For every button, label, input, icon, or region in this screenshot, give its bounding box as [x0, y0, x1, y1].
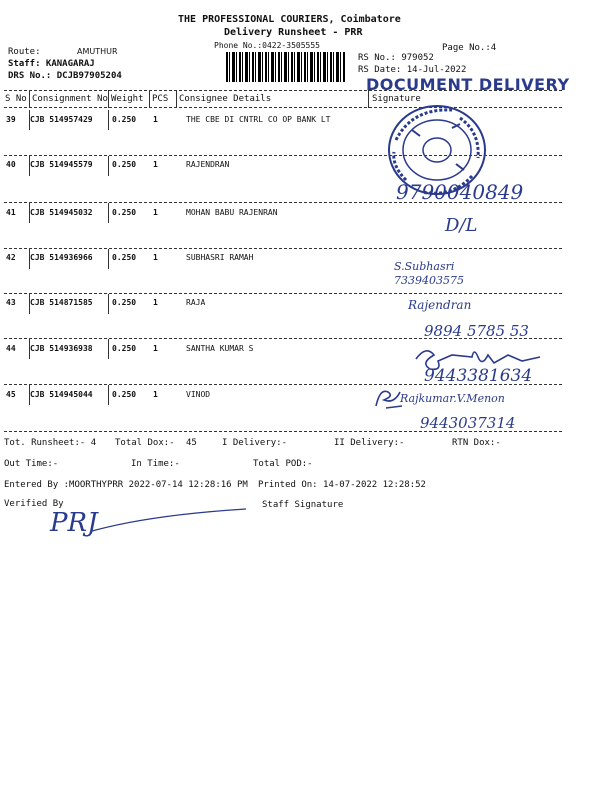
- phone-number: Phone No.:0422-3505555: [214, 41, 320, 50]
- row-sno: 40: [6, 160, 16, 169]
- verifier-signature: PRJ: [50, 508, 98, 538]
- header-top-rule: [4, 90, 562, 91]
- col-divider: [29, 90, 30, 108]
- row-consignment: CJB 514957429: [30, 115, 93, 124]
- ii-delivery: II Delivery:-: [334, 438, 405, 448]
- row-sno: 45: [6, 390, 16, 399]
- row-consignee: RAJA: [186, 298, 206, 307]
- drs-number: DRS No.: DCJB97905204: [8, 71, 122, 81]
- row-marker: [29, 156, 30, 176]
- company-name: THE PROFESSIONAL COURIERS, Coimbatore: [178, 14, 401, 25]
- printed-on: Printed On: 14-07-2022 12:28:52: [258, 480, 426, 490]
- col-divider: [176, 90, 177, 108]
- row-rule: [4, 248, 562, 249]
- row-consignee: MOHAN BABU RAJENRAN: [186, 208, 278, 217]
- row-weight: 0.250: [112, 115, 137, 124]
- row-sno: 41: [6, 208, 16, 217]
- row-marker: [108, 156, 109, 176]
- row-weight: 0.250: [112, 253, 137, 262]
- route-value: AMUTHUR: [77, 47, 118, 56]
- row-marker: [108, 294, 109, 314]
- route-label: Route:: [8, 47, 41, 57]
- handwritten-phone: 9443037314: [420, 414, 516, 432]
- staff-signature: Staff Signature: [262, 500, 344, 510]
- handwritten-name: Rajendran: [408, 298, 472, 312]
- barcode: [226, 52, 346, 82]
- row-sno: 39: [6, 115, 16, 124]
- row-consignment: CJB 514945579: [30, 160, 93, 169]
- row-pcs: 1: [153, 298, 158, 307]
- row-sno: 44: [6, 344, 16, 353]
- row-marker: [29, 249, 30, 269]
- row-consignee: VINOD: [186, 390, 211, 399]
- row-marker: [108, 110, 109, 130]
- row-rule: [4, 293, 562, 294]
- row-consignment: CJB 514936938: [30, 344, 93, 353]
- row-pcs: 1: [153, 160, 158, 169]
- row-marker: [108, 385, 109, 405]
- row-weight: 0.250: [112, 390, 137, 399]
- row-consignment: CJB 514945044: [30, 390, 93, 399]
- total-dox-value: 45: [186, 438, 197, 448]
- row-pcs: 1: [153, 390, 158, 399]
- row-consignee: THE CBE DI CNTRL CO OP BANK LT: [186, 115, 331, 124]
- row-marker: [29, 385, 30, 405]
- row-consignee: SANTHA KUMAR S: [186, 344, 254, 353]
- row-weight: 0.250: [112, 344, 137, 353]
- col-consignment: Consignment No: [32, 94, 108, 104]
- document-delivery-stamp: DOCUMENT DELIVERY: [366, 75, 570, 94]
- row-weight: 0.250: [112, 208, 137, 217]
- handwritten-phone: 9894 5785 53: [424, 322, 529, 340]
- document-title: Delivery Runsheet - PRR: [224, 27, 363, 38]
- entered-by: Entered By :MOORTHYPRR 2022-07-14 12:28:16 PM: [4, 480, 248, 490]
- row-pcs: 1: [153, 208, 158, 217]
- tot-runsheet: Tot. Runsheet:- 4: [4, 438, 97, 448]
- out-time: Out Time:-: [4, 459, 59, 469]
- row-consignment: CJB 514945032: [30, 208, 93, 217]
- col-pcs: PCS: [152, 94, 169, 104]
- total-dox-label: Total Dox:-: [115, 438, 175, 448]
- handwritten-note: D/L: [445, 215, 478, 236]
- col-divider: [368, 90, 369, 108]
- row-pcs: 1: [153, 115, 158, 124]
- row-marker: [29, 339, 30, 359]
- row-consignee: SUBHASRI RAMAH: [186, 253, 254, 262]
- verified-by: Verified By: [4, 499, 64, 509]
- row-marker: [108, 203, 109, 223]
- page-number: Page No.:4: [442, 43, 497, 53]
- col-sno: S No: [5, 94, 27, 104]
- col-consignee: Consignee Details: [179, 94, 272, 104]
- row-consignment: CJB 514871585: [30, 298, 93, 307]
- row-marker: [108, 249, 109, 269]
- col-weight: Weight: [111, 94, 144, 104]
- col-divider: [108, 90, 109, 108]
- handwritten-name: S.Subhasri: [394, 260, 455, 273]
- row-sno: 43: [6, 298, 16, 307]
- rs-number: RS No.: 979052: [358, 53, 434, 63]
- rtn-dox: RTN Dox:-: [452, 438, 501, 448]
- in-time: In Time:-: [131, 459, 180, 469]
- row-weight: 0.250: [112, 160, 137, 169]
- row-consignment: CJB 514936966: [30, 253, 93, 262]
- row-sno: 42: [6, 253, 16, 262]
- staff-name: Staff: KANAGARAJ: [8, 59, 95, 69]
- row-marker: [108, 339, 109, 359]
- verifier-signature-stroke: [90, 505, 250, 535]
- row-consignee: RAJENDRAN: [186, 160, 230, 169]
- rs-date: RS Date: 14-Jul-2022: [358, 65, 467, 75]
- row-pcs: 1: [153, 253, 158, 262]
- row-weight: 0.250: [112, 298, 137, 307]
- row-marker: [29, 203, 30, 223]
- handwritten-phone: 9790040849: [396, 180, 524, 204]
- handwritten-phone: 7339403575: [394, 274, 464, 287]
- handwritten-name: Rajkumar.V.Menon: [400, 392, 505, 405]
- handwritten-phone: 9443381634: [424, 366, 533, 386]
- row-pcs: 1: [153, 344, 158, 353]
- row-marker: [29, 110, 30, 130]
- i-delivery: I Delivery:-: [222, 438, 288, 448]
- col-signature: Signature: [372, 94, 421, 104]
- row-marker: [29, 294, 30, 314]
- total-pod: Total POD:-: [253, 459, 313, 469]
- col-divider: [149, 90, 150, 108]
